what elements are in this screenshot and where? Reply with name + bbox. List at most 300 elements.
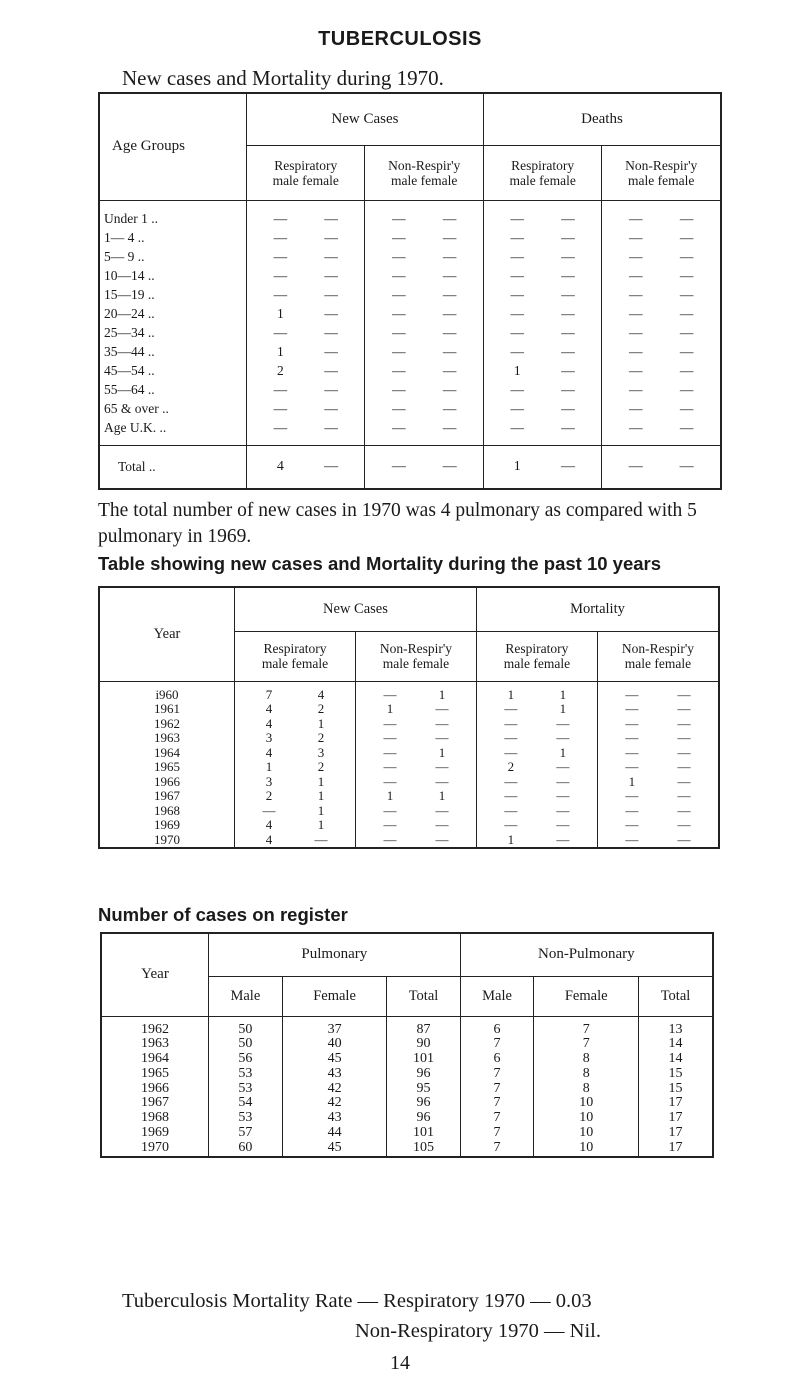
- sub-header: [235, 631, 356, 681]
- male-value: —: [273, 210, 288, 226]
- value-pair: [365, 399, 482, 418]
- male-value: 1: [276, 305, 284, 321]
- female-value: —: [677, 686, 691, 702]
- value-pair-cell: [235, 681, 356, 702]
- female-value: —: [561, 419, 575, 435]
- count-cell: 105: [387, 1141, 460, 1157]
- value-pair: [356, 717, 476, 732]
- male-value: 1: [513, 362, 521, 378]
- sub-header: Male: [460, 976, 534, 1016]
- age-group-cell: Under 1 ..: [99, 200, 247, 228]
- male-value: —: [504, 773, 518, 789]
- sub-header-sex: male female: [624, 656, 692, 671]
- value-pair-cell: [365, 200, 483, 228]
- female-value: —: [556, 715, 570, 731]
- value-pair-cell: [602, 380, 721, 399]
- value-pair: [484, 247, 601, 266]
- male-value: —: [625, 744, 639, 760]
- sub-header-sex: male female: [509, 172, 576, 188]
- female-value: 1: [438, 686, 446, 702]
- male-value: —: [628, 458, 643, 474]
- value-pair: [598, 688, 718, 703]
- count-cell: 13: [639, 1016, 713, 1037]
- age-group-cell: 5— 9 ..: [99, 247, 247, 266]
- value-pair-cell: [597, 804, 719, 819]
- value-pair: [477, 775, 597, 790]
- year-cell: 1967: [101, 1096, 209, 1111]
- count-cell: 50: [209, 1016, 283, 1037]
- male-value: —: [625, 686, 639, 702]
- male-value: —: [510, 248, 525, 264]
- female-value: —: [677, 817, 691, 832]
- female-value: —: [324, 400, 338, 416]
- value-pair: [235, 818, 355, 833]
- table-row: [99, 399, 721, 418]
- female-value: —: [442, 286, 457, 302]
- male-value: 1: [386, 701, 394, 716]
- year-cell: 1963: [101, 1037, 209, 1052]
- male-value: —: [392, 286, 406, 302]
- value-pair: [247, 247, 364, 266]
- value-pair: [598, 702, 718, 717]
- year-cell: 1969: [101, 1126, 209, 1141]
- value-pair: [247, 459, 364, 475]
- new-cases-mortality-table: [98, 92, 722, 490]
- count-cell: 42: [282, 1096, 387, 1111]
- male-value: 1: [507, 686, 515, 702]
- value-pair-cell: [483, 342, 601, 361]
- male-value: —: [383, 773, 397, 789]
- value-pair-cell: [247, 247, 365, 266]
- sub-header: Male: [209, 976, 283, 1016]
- age-group-cell: 45—54 ..: [99, 361, 247, 380]
- male-value: —: [392, 210, 406, 226]
- female-value: —: [677, 759, 691, 774]
- count-cell: 7: [534, 1037, 639, 1052]
- table-row: [99, 818, 719, 833]
- value-pair-cell: [476, 681, 597, 702]
- value-pair-cell: [597, 760, 719, 775]
- deaths-header: Deaths: [483, 93, 721, 145]
- year-cell: 1969: [99, 818, 235, 833]
- value-pair: [598, 760, 718, 775]
- sub-header-type: Respiratory: [511, 157, 575, 173]
- sub-header: [365, 145, 483, 200]
- male-value: —: [629, 419, 643, 435]
- value-pair: [484, 399, 601, 418]
- value-pair-cell: [235, 717, 356, 732]
- year-cell: 1966: [101, 1082, 209, 1097]
- value-pair: [484, 380, 601, 399]
- count-cell: 7: [460, 1067, 534, 1082]
- male-value: —: [629, 229, 643, 245]
- value-pair: [484, 209, 601, 228]
- female-value: —: [561, 248, 575, 264]
- value-pair: [235, 717, 355, 732]
- count-cell: 10: [534, 1126, 639, 1141]
- count-cell: 45: [282, 1052, 387, 1067]
- female-value: 1: [559, 744, 567, 760]
- male-value: —: [629, 286, 643, 302]
- table-row: [101, 1016, 713, 1037]
- value-pair-cell: [483, 361, 601, 380]
- female-value: 4: [317, 686, 325, 702]
- table-row: [99, 228, 721, 247]
- value-pair-cell: [483, 200, 601, 228]
- value-pair-cell: [483, 399, 601, 418]
- value-pair-cell: [355, 818, 476, 833]
- value-pair-cell: [235, 702, 356, 717]
- male-value: —: [392, 343, 406, 359]
- female-value: 1: [438, 744, 446, 760]
- value-pair-cell: [247, 200, 365, 228]
- female-value: —: [677, 831, 691, 847]
- table-row: [99, 285, 721, 304]
- value-pair: [235, 731, 355, 746]
- count-cell: 8: [534, 1067, 639, 1082]
- year-header: Year: [99, 587, 235, 681]
- value-pair: [235, 789, 355, 804]
- count-cell: 10: [534, 1111, 639, 1126]
- year-cell: 1961: [99, 702, 235, 717]
- female-value: —: [679, 324, 694, 340]
- female-value: —: [561, 362, 575, 378]
- value-pair: [484, 304, 601, 323]
- female-value: —: [679, 400, 694, 416]
- value-pair: [365, 209, 482, 228]
- mortality-rate-respiratory: Tuberculosis Mortality Rate — Respiratory 1970 — 0.03: [122, 1290, 592, 1312]
- female-value: —: [677, 730, 691, 745]
- male-value: —: [392, 362, 406, 378]
- sub-header-sex: male female: [503, 656, 571, 671]
- count-cell: 50: [209, 1037, 283, 1052]
- male-value: —: [273, 248, 288, 264]
- page-number: 14: [390, 1352, 410, 1374]
- value-pair: [365, 342, 482, 361]
- sub-header-type: Non-Respir'y: [625, 157, 698, 173]
- value-pair: [247, 209, 364, 228]
- male-value: —: [383, 817, 397, 832]
- value-pair-cell: [355, 775, 476, 790]
- value-pair: [235, 688, 355, 703]
- value-pair-cell: [235, 746, 356, 761]
- male-value: —: [510, 343, 525, 359]
- count-cell: 101: [387, 1052, 460, 1067]
- value-pair-cell: [476, 833, 597, 849]
- value-pair-cell: [355, 789, 476, 804]
- count-cell: 8: [534, 1052, 639, 1067]
- value-pair: [602, 304, 720, 323]
- female-value: —: [561, 400, 575, 416]
- female-value: —: [314, 831, 328, 847]
- count-cell: 7: [460, 1111, 534, 1126]
- female-value: —: [679, 229, 694, 245]
- male-value: —: [273, 400, 288, 416]
- female-value: —: [442, 305, 457, 321]
- count-cell: 7: [460, 1141, 534, 1157]
- male-value: —: [383, 686, 397, 702]
- value-pair: [247, 285, 364, 304]
- male-value: —: [625, 730, 639, 745]
- female-value: 1: [317, 817, 325, 832]
- count-cell: 54: [209, 1096, 283, 1111]
- count-cell: 45: [282, 1141, 387, 1157]
- table-row: [99, 342, 721, 361]
- table-row: [101, 1141, 713, 1157]
- male-value: —: [629, 343, 643, 359]
- value-pair-cell: [365, 399, 483, 418]
- value-pair-cell: [235, 818, 356, 833]
- mortality-rate-non-respiratory: Non-Respiratory 1970 — Nil.: [355, 1320, 601, 1342]
- value-pair-cell: [247, 445, 365, 489]
- male-value: —: [392, 229, 406, 245]
- value-pair: [598, 789, 718, 804]
- female-value: —: [679, 286, 694, 302]
- value-pair: [484, 418, 601, 437]
- value-pair: [356, 804, 476, 819]
- value-pair-cell: [365, 380, 483, 399]
- male-value: —: [510, 267, 525, 283]
- female-value: —: [435, 715, 449, 731]
- sub-header-type: Non-Respir'y: [388, 157, 461, 173]
- sub-header: [597, 631, 719, 681]
- value-pair-cell: [602, 304, 721, 323]
- value-pair-cell: [355, 681, 476, 702]
- sub-header: Female: [534, 976, 639, 1016]
- value-pair: [247, 418, 364, 437]
- value-pair: [356, 775, 476, 790]
- year-cell: 1967: [99, 789, 235, 804]
- female-value: —: [442, 343, 457, 359]
- sub-header: [483, 145, 601, 200]
- value-pair-cell: [602, 247, 721, 266]
- sub-header-sex: male female: [382, 656, 450, 671]
- value-pair: [602, 247, 720, 266]
- male-value: —: [273, 267, 288, 283]
- male-value: —: [625, 831, 639, 847]
- value-pair-cell: [235, 775, 356, 790]
- page-subtitle: New cases and Mortality during 1970.: [122, 66, 444, 90]
- value-pair-cell: [355, 702, 476, 717]
- value-pair: [365, 247, 482, 266]
- female-value: 2: [317, 701, 325, 716]
- value-pair-cell: [483, 228, 601, 247]
- value-pair-cell: [247, 285, 365, 304]
- female-value: 1: [317, 788, 325, 803]
- ten-year-table-heading: Table showing new cases and Mortality during the past 10 years: [98, 553, 662, 574]
- table-row: [99, 304, 721, 323]
- count-cell: 42: [282, 1082, 387, 1097]
- female-value: 1: [317, 802, 325, 818]
- value-pair-cell: [365, 323, 483, 342]
- value-pair-cell: [602, 342, 721, 361]
- table-row: [99, 681, 719, 702]
- female-value: —: [556, 788, 570, 803]
- male-value: 2: [276, 362, 284, 378]
- value-pair-cell: [476, 760, 597, 775]
- female-value: —: [561, 305, 575, 321]
- value-pair-cell: [355, 804, 476, 819]
- value-pair: [477, 746, 597, 761]
- table-row: [99, 833, 719, 849]
- value-pair-cell: [247, 361, 365, 380]
- female-value: —: [324, 248, 338, 264]
- count-cell: 14: [639, 1037, 713, 1052]
- value-pair: [484, 285, 601, 304]
- female-value: —: [442, 381, 457, 397]
- count-cell: 96: [387, 1067, 460, 1082]
- table-row: [99, 760, 719, 775]
- female-value: —: [435, 773, 449, 789]
- male-value: 7: [265, 686, 273, 702]
- age-group-cell: 35—44 ..: [99, 342, 247, 361]
- value-pair: [356, 818, 476, 833]
- count-cell: 53: [209, 1111, 283, 1126]
- female-value: —: [679, 362, 694, 378]
- value-pair: [235, 702, 355, 717]
- count-cell: 37: [282, 1016, 387, 1037]
- value-pair: [247, 228, 364, 247]
- value-pair: [235, 760, 355, 775]
- value-pair-cell: [355, 717, 476, 732]
- count-cell: 6: [460, 1016, 534, 1037]
- value-pair-cell: [476, 731, 597, 746]
- male-value: —: [510, 324, 525, 340]
- female-value: 1: [317, 715, 325, 731]
- value-pair: [602, 361, 720, 380]
- sub-header: [602, 145, 721, 200]
- male-value: —: [629, 362, 643, 378]
- value-pair-cell: [483, 266, 601, 285]
- count-cell: 53: [209, 1082, 283, 1097]
- value-pair: [365, 285, 482, 304]
- value-pair-cell: [597, 789, 719, 804]
- value-pair-cell: [247, 266, 365, 285]
- male-value: —: [262, 802, 276, 818]
- male-value: —: [510, 419, 525, 435]
- table-row: [99, 804, 719, 819]
- female-value: 2: [317, 730, 325, 745]
- value-pair-cell: [476, 702, 597, 717]
- female-value: —: [435, 701, 449, 716]
- value-pair-cell: [355, 833, 476, 849]
- sub-header: [476, 631, 597, 681]
- female-value: —: [679, 343, 694, 359]
- female-value: —: [679, 248, 694, 264]
- count-cell: 90: [387, 1037, 460, 1052]
- count-cell: 57: [209, 1126, 283, 1141]
- female-value: —: [442, 458, 457, 474]
- male-value: —: [273, 229, 288, 245]
- value-pair: [477, 688, 597, 703]
- value-pair-cell: [602, 228, 721, 247]
- female-value: —: [556, 831, 570, 847]
- year-cell: 1968: [99, 804, 235, 819]
- male-value: —: [383, 715, 397, 731]
- value-pair: [235, 746, 355, 761]
- year-cell: 1964: [99, 746, 235, 761]
- table-row: [99, 717, 719, 732]
- value-pair: [477, 702, 597, 717]
- value-pair-cell: [602, 285, 721, 304]
- new-cases-header: New Cases: [235, 587, 477, 631]
- value-pair-cell: [597, 702, 719, 717]
- male-value: —: [629, 324, 643, 340]
- count-cell: 7: [534, 1016, 639, 1037]
- female-value: —: [435, 817, 449, 832]
- page-title: TUBERCULOSIS: [318, 28, 482, 50]
- count-cell: 56: [209, 1052, 283, 1067]
- value-pair-cell: [365, 266, 483, 285]
- table-row: [99, 361, 721, 380]
- female-value: —: [677, 715, 691, 731]
- value-pair-cell: [597, 746, 719, 761]
- sub-header: [355, 631, 476, 681]
- count-cell: 15: [639, 1067, 713, 1082]
- age-group-cell: 10—14 ..: [99, 266, 247, 285]
- male-value: —: [625, 759, 639, 774]
- male-value: 2: [265, 788, 273, 803]
- sub-header: [247, 145, 365, 200]
- value-pair: [598, 804, 718, 819]
- value-pair: [356, 731, 476, 746]
- value-pair: [598, 746, 718, 761]
- value-pair: [598, 775, 718, 790]
- register-table: [100, 932, 714, 1158]
- value-pair: [356, 833, 476, 848]
- mortality-header: Mortality: [476, 587, 719, 631]
- value-pair-cell: [602, 323, 721, 342]
- table-row: [101, 1126, 713, 1141]
- table-row: [101, 1082, 713, 1097]
- male-value: —: [510, 400, 525, 416]
- female-value: —: [324, 267, 338, 283]
- value-pair: [365, 380, 482, 399]
- value-pair-cell: [597, 717, 719, 732]
- male-value: —: [392, 248, 406, 264]
- value-pair-cell: [602, 399, 721, 418]
- age-groups-header: Age Groups: [99, 93, 247, 200]
- sub-header-sex: male female: [628, 172, 695, 188]
- count-cell: 7: [460, 1126, 534, 1141]
- female-value: —: [435, 831, 449, 847]
- female-value: —: [435, 802, 449, 818]
- female-value: —: [435, 730, 449, 745]
- value-pair: [477, 789, 597, 804]
- count-cell: 7: [460, 1037, 534, 1052]
- male-value: —: [392, 381, 406, 397]
- value-pair: [602, 418, 720, 437]
- male-value: —: [504, 715, 518, 731]
- female-value: —: [556, 773, 570, 789]
- count-cell: 17: [639, 1141, 713, 1157]
- value-pair: [477, 760, 597, 775]
- value-pair-cell: [476, 746, 597, 761]
- male-value: —: [504, 701, 518, 716]
- year-cell: i960: [99, 681, 235, 702]
- female-value: —: [442, 324, 457, 340]
- value-pair-cell: [476, 818, 597, 833]
- female-value: —: [324, 324, 338, 340]
- value-pair: [247, 323, 364, 342]
- value-pair-cell: [235, 731, 356, 746]
- female-value: —: [556, 730, 570, 745]
- year-cell: 1965: [99, 760, 235, 775]
- age-group-cell: 15—19 ..: [99, 285, 247, 304]
- male-value: —: [629, 305, 643, 321]
- value-pair-cell: [483, 380, 601, 399]
- count-cell: 43: [282, 1111, 387, 1126]
